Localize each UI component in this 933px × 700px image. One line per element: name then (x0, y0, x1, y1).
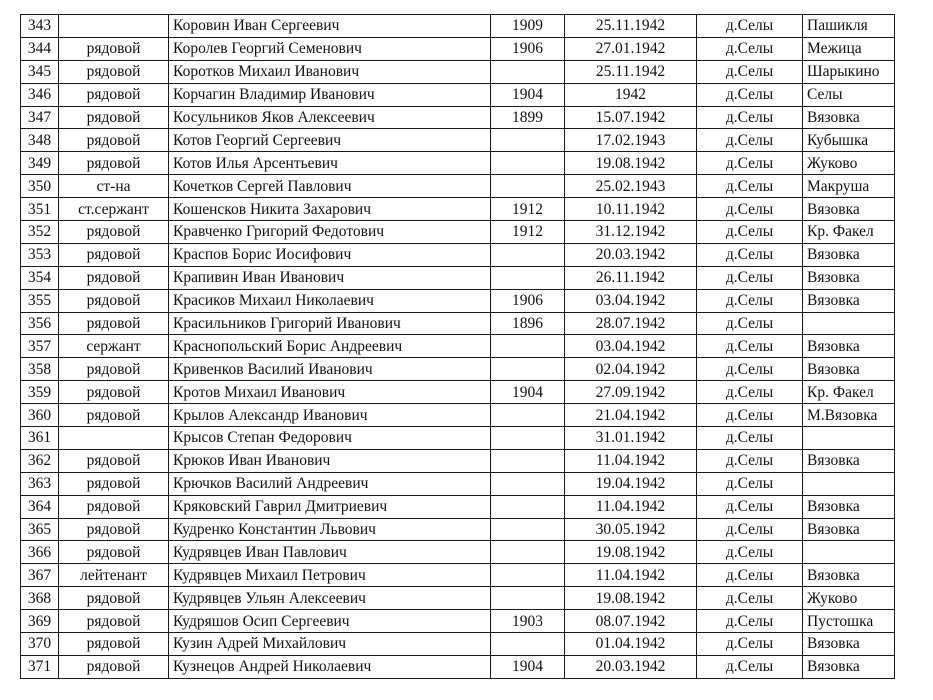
full-name-cell: Крючков Василий Андреевич (169, 472, 491, 495)
rank-cell: рядовой (59, 152, 169, 175)
row-number-cell: 365 (21, 518, 59, 541)
table-row (21, 610, 895, 633)
table-row (21, 495, 895, 518)
date-cell: 25.02.1943 (565, 175, 697, 198)
table-row (21, 335, 895, 358)
home-village-cell: Вязовка (803, 518, 895, 541)
row-number-cell: 353 (21, 243, 59, 266)
date-cell: 25.11.1942 (565, 15, 697, 38)
burial-place-cell: д.Селы (697, 381, 803, 404)
birth-year-cell: 1904 (491, 655, 565, 678)
rank-cell: рядовой (59, 518, 169, 541)
burial-place-cell: д.Селы (697, 518, 803, 541)
date-cell: 11.04.1942 (565, 495, 697, 518)
burial-place-cell: д.Селы (697, 335, 803, 358)
burial-place-cell: д.Селы (697, 198, 803, 221)
date-cell: 19.08.1942 (565, 541, 697, 564)
birth-year-cell (491, 472, 565, 495)
full-name-cell: Кудрявцев Михаил Петрович (169, 564, 491, 587)
birth-year-cell (491, 266, 565, 289)
burial-place-cell: д.Селы (697, 404, 803, 427)
rank-cell: рядовой (59, 495, 169, 518)
table-row (21, 541, 895, 564)
date-cell: 11.04.1942 (565, 564, 697, 587)
table-row (21, 564, 895, 587)
rank-cell: рядовой (59, 449, 169, 472)
full-name-cell: Крылов Александр Иванович (169, 404, 491, 427)
row-number-cell: 371 (21, 655, 59, 678)
row-number-cell: 368 (21, 587, 59, 610)
burial-place-cell: д.Селы (697, 472, 803, 495)
rank-cell: рядовой (59, 404, 169, 427)
row-number-cell: 363 (21, 472, 59, 495)
full-name-cell: Красильников Григорий Иванович (169, 312, 491, 335)
date-cell: 30.05.1942 (565, 518, 697, 541)
full-name-cell: Крысов Степан Федорович (169, 427, 491, 450)
birth-year-cell (491, 129, 565, 152)
full-name-cell: Краспов Борис Иосифович (169, 243, 491, 266)
rank-cell: рядовой (59, 221, 169, 244)
date-cell: 17.02.1943 (565, 129, 697, 152)
birth-year-cell: 1904 (491, 381, 565, 404)
row-number-cell: 344 (21, 37, 59, 60)
home-village-cell: Межица (803, 37, 895, 60)
table-row (21, 37, 895, 60)
table-row (21, 129, 895, 152)
row-number-cell: 348 (21, 129, 59, 152)
table-row (21, 60, 895, 83)
row-number-cell: 358 (21, 358, 59, 381)
table-row (21, 198, 895, 221)
date-cell: 10.11.1942 (565, 198, 697, 221)
rank-cell (59, 427, 169, 450)
birth-year-cell (491, 518, 565, 541)
full-name-cell: Краснопольский Борис Андреевич (169, 335, 491, 358)
home-village-cell: Кр. Факел (803, 221, 895, 244)
full-name-cell: Крапивин Иван Иванович (169, 266, 491, 289)
full-name-cell: Косульников Яков Алексеевич (169, 106, 491, 129)
burial-place-cell: д.Селы (697, 243, 803, 266)
date-cell: 15.07.1942 (565, 106, 697, 129)
date-cell: 02.04.1942 (565, 358, 697, 381)
table-row (21, 175, 895, 198)
table-row (21, 152, 895, 175)
birth-year-cell (491, 427, 565, 450)
row-number-cell: 356 (21, 312, 59, 335)
home-village-cell: Вязовка (803, 266, 895, 289)
burial-place-cell: д.Селы (697, 15, 803, 38)
burial-place-cell: д.Селы (697, 427, 803, 450)
birth-year-cell: 1904 (491, 83, 565, 106)
date-cell: 20.03.1942 (565, 243, 697, 266)
burial-place-cell: д.Селы (697, 129, 803, 152)
rank-cell: рядовой (59, 472, 169, 495)
birth-year-cell (491, 358, 565, 381)
row-number-cell: 351 (21, 198, 59, 221)
row-number-cell: 346 (21, 83, 59, 106)
rank-cell: рядовой (59, 266, 169, 289)
home-village-cell: Вязовка (803, 633, 895, 656)
date-cell: 27.01.1942 (565, 37, 697, 60)
burial-place-cell: д.Селы (697, 312, 803, 335)
burial-place-cell: д.Селы (697, 60, 803, 83)
row-number-cell: 361 (21, 427, 59, 450)
date-cell: 08.07.1942 (565, 610, 697, 633)
full-name-cell: Коротков Михаил Иванович (169, 60, 491, 83)
home-village-cell (803, 472, 895, 495)
birth-year-cell (491, 541, 565, 564)
birth-year-cell: 1906 (491, 289, 565, 312)
burial-place-cell: д.Селы (697, 175, 803, 198)
home-village-cell: Вязовка (803, 655, 895, 678)
full-name-cell: Кудрявцев Ульян Алексеевич (169, 587, 491, 610)
row-number-cell: 364 (21, 495, 59, 518)
rank-cell: ст.сержант (59, 198, 169, 221)
date-cell: 19.08.1942 (565, 587, 697, 610)
row-number-cell: 343 (21, 15, 59, 38)
burial-place-cell: д.Селы (697, 541, 803, 564)
row-number-cell: 357 (21, 335, 59, 358)
rank-cell: рядовой (59, 587, 169, 610)
burial-place-cell: д.Селы (697, 655, 803, 678)
home-village-cell: Шарыкино (803, 60, 895, 83)
row-number-cell: 350 (21, 175, 59, 198)
full-name-cell: Королев Георгий Семенович (169, 37, 491, 60)
table-row (21, 312, 895, 335)
birth-year-cell: 1912 (491, 198, 565, 221)
burial-place-cell: д.Селы (697, 106, 803, 129)
table-row (21, 243, 895, 266)
home-village-cell: Вязовка (803, 198, 895, 221)
table-row (21, 83, 895, 106)
full-name-cell: Котов Георгий Сергеевич (169, 129, 491, 152)
date-cell: 21.04.1942 (565, 404, 697, 427)
rank-cell: рядовой (59, 358, 169, 381)
home-village-cell: Вязовка (803, 106, 895, 129)
birth-year-cell: 1899 (491, 106, 565, 129)
home-village-cell: Вязовка (803, 449, 895, 472)
birth-year-cell (491, 564, 565, 587)
burial-place-cell: д.Селы (697, 587, 803, 610)
date-cell: 01.04.1942 (565, 633, 697, 656)
rank-cell: рядовой (59, 312, 169, 335)
rank-cell: рядовой (59, 381, 169, 404)
date-cell: 19.08.1942 (565, 152, 697, 175)
rank-cell: ст-на (59, 175, 169, 198)
home-village-cell (803, 427, 895, 450)
table-row (21, 587, 895, 610)
row-number-cell: 347 (21, 106, 59, 129)
full-name-cell: Кудряшов Осип Сергеевич (169, 610, 491, 633)
rank-cell: рядовой (59, 60, 169, 83)
full-name-cell: Кудренко Константин Львович (169, 518, 491, 541)
burial-place-cell: д.Селы (697, 289, 803, 312)
birth-year-cell (491, 152, 565, 175)
table-row (21, 633, 895, 656)
full-name-cell: Корчагин Владимир Иванович (169, 83, 491, 106)
birth-year-cell: 1903 (491, 610, 565, 633)
rank-cell: рядовой (59, 289, 169, 312)
burial-place-cell: д.Селы (697, 564, 803, 587)
rank-cell: рядовой (59, 243, 169, 266)
row-number-cell: 360 (21, 404, 59, 427)
rank-cell: рядовой (59, 83, 169, 106)
rank-cell: рядовой (59, 541, 169, 564)
date-cell: 25.11.1942 (565, 60, 697, 83)
table-row (21, 106, 895, 129)
full-name-cell: Кравченко Григорий Федотович (169, 221, 491, 244)
home-village-cell: Жуково (803, 152, 895, 175)
birth-year-cell (491, 495, 565, 518)
home-village-cell: Вязовка (803, 289, 895, 312)
date-cell: 03.04.1942 (565, 335, 697, 358)
rank-cell: рядовой (59, 129, 169, 152)
row-number-cell: 367 (21, 564, 59, 587)
full-name-cell: Кряковский Гаврил Дмитриевич (169, 495, 491, 518)
birth-year-cell (491, 633, 565, 656)
rank-cell: рядовой (59, 106, 169, 129)
rank-cell: сержант (59, 335, 169, 358)
row-number-cell: 354 (21, 266, 59, 289)
row-number-cell: 366 (21, 541, 59, 564)
full-name-cell: Кошенсков Никита Захарович (169, 198, 491, 221)
rank-cell: лейтенант (59, 564, 169, 587)
burial-place-cell: д.Селы (697, 449, 803, 472)
row-number-cell: 355 (21, 289, 59, 312)
table-row (21, 266, 895, 289)
birth-year-cell (491, 243, 565, 266)
date-cell: 31.12.1942 (565, 221, 697, 244)
row-number-cell: 345 (21, 60, 59, 83)
birth-year-cell (491, 449, 565, 472)
home-village-cell: Вязовка (803, 335, 895, 358)
full-name-cell: Крюков Иван Иванович (169, 449, 491, 472)
row-number-cell: 362 (21, 449, 59, 472)
rank-cell: рядовой (59, 655, 169, 678)
home-village-cell (803, 541, 895, 564)
burial-place-cell: д.Селы (697, 221, 803, 244)
burial-place-cell: д.Селы (697, 37, 803, 60)
date-cell: 11.04.1942 (565, 449, 697, 472)
home-village-cell: Вязовка (803, 243, 895, 266)
row-number-cell: 352 (21, 221, 59, 244)
row-number-cell: 370 (21, 633, 59, 656)
home-village-cell: Селы (803, 83, 895, 106)
rank-cell: рядовой (59, 610, 169, 633)
date-cell: 20.03.1942 (565, 655, 697, 678)
home-village-cell: Вязовка (803, 358, 895, 381)
full-name-cell: Кузин Адрей Михайлович (169, 633, 491, 656)
table-row (21, 404, 895, 427)
row-number-cell: 349 (21, 152, 59, 175)
burial-place-cell: д.Селы (697, 266, 803, 289)
birth-year-cell: 1896 (491, 312, 565, 335)
table-row (21, 358, 895, 381)
burial-place-cell: д.Селы (697, 152, 803, 175)
burial-place-cell: д.Селы (697, 633, 803, 656)
table-row (21, 427, 895, 450)
burial-register-table (20, 14, 895, 679)
date-cell: 27.09.1942 (565, 381, 697, 404)
home-village-cell: Пашикля (803, 15, 895, 38)
table-row (21, 518, 895, 541)
burial-place-cell: д.Селы (697, 83, 803, 106)
home-village-cell: Кубышка (803, 129, 895, 152)
home-village-cell: Вязовка (803, 495, 895, 518)
row-number-cell: 369 (21, 610, 59, 633)
birth-year-cell (491, 404, 565, 427)
home-village-cell: Жуково (803, 587, 895, 610)
full-name-cell: Кривенков Василий Иванович (169, 358, 491, 381)
table-row (21, 449, 895, 472)
full-name-cell: Кудрявцев Иван Павлович (169, 541, 491, 564)
date-cell: 31.01.1942 (565, 427, 697, 450)
full-name-cell: Кротов Михаил Иванович (169, 381, 491, 404)
home-village-cell: Кр. Факел (803, 381, 895, 404)
birth-year-cell (491, 175, 565, 198)
date-cell: 1942 (565, 83, 697, 106)
date-cell: 26.11.1942 (565, 266, 697, 289)
birth-year-cell: 1912 (491, 221, 565, 244)
full-name-cell: Котов Илья Арсентьевич (169, 152, 491, 175)
date-cell: 28.07.1942 (565, 312, 697, 335)
full-name-cell: Кузнецов Андрей Николаевич (169, 655, 491, 678)
burial-place-cell: д.Селы (697, 358, 803, 381)
date-cell: 03.04.1942 (565, 289, 697, 312)
table-row (21, 221, 895, 244)
table-row (21, 655, 895, 678)
birth-year-cell (491, 335, 565, 358)
register-body (21, 15, 895, 679)
table-row (21, 381, 895, 404)
birth-year-cell: 1909 (491, 15, 565, 38)
home-village-cell (803, 312, 895, 335)
burial-place-cell: д.Селы (697, 610, 803, 633)
burial-place-cell: д.Селы (697, 495, 803, 518)
home-village-cell: М.Вязовка (803, 404, 895, 427)
full-name-cell: Красиков Михаил Николаевич (169, 289, 491, 312)
rank-cell: рядовой (59, 633, 169, 656)
full-name-cell: Коровин Иван Сергеевич (169, 15, 491, 38)
birth-year-cell (491, 587, 565, 610)
table-row (21, 289, 895, 312)
birth-year-cell: 1906 (491, 37, 565, 60)
rank-cell (59, 15, 169, 38)
date-cell: 19.04.1942 (565, 472, 697, 495)
full-name-cell: Кочетков Сергей Павлович (169, 175, 491, 198)
home-village-cell: Вязовка (803, 564, 895, 587)
home-village-cell: Пустошка (803, 610, 895, 633)
table-row (21, 15, 895, 38)
row-number-cell: 359 (21, 381, 59, 404)
birth-year-cell (491, 60, 565, 83)
table-row (21, 472, 895, 495)
rank-cell: рядовой (59, 37, 169, 60)
home-village-cell: Макруша (803, 175, 895, 198)
